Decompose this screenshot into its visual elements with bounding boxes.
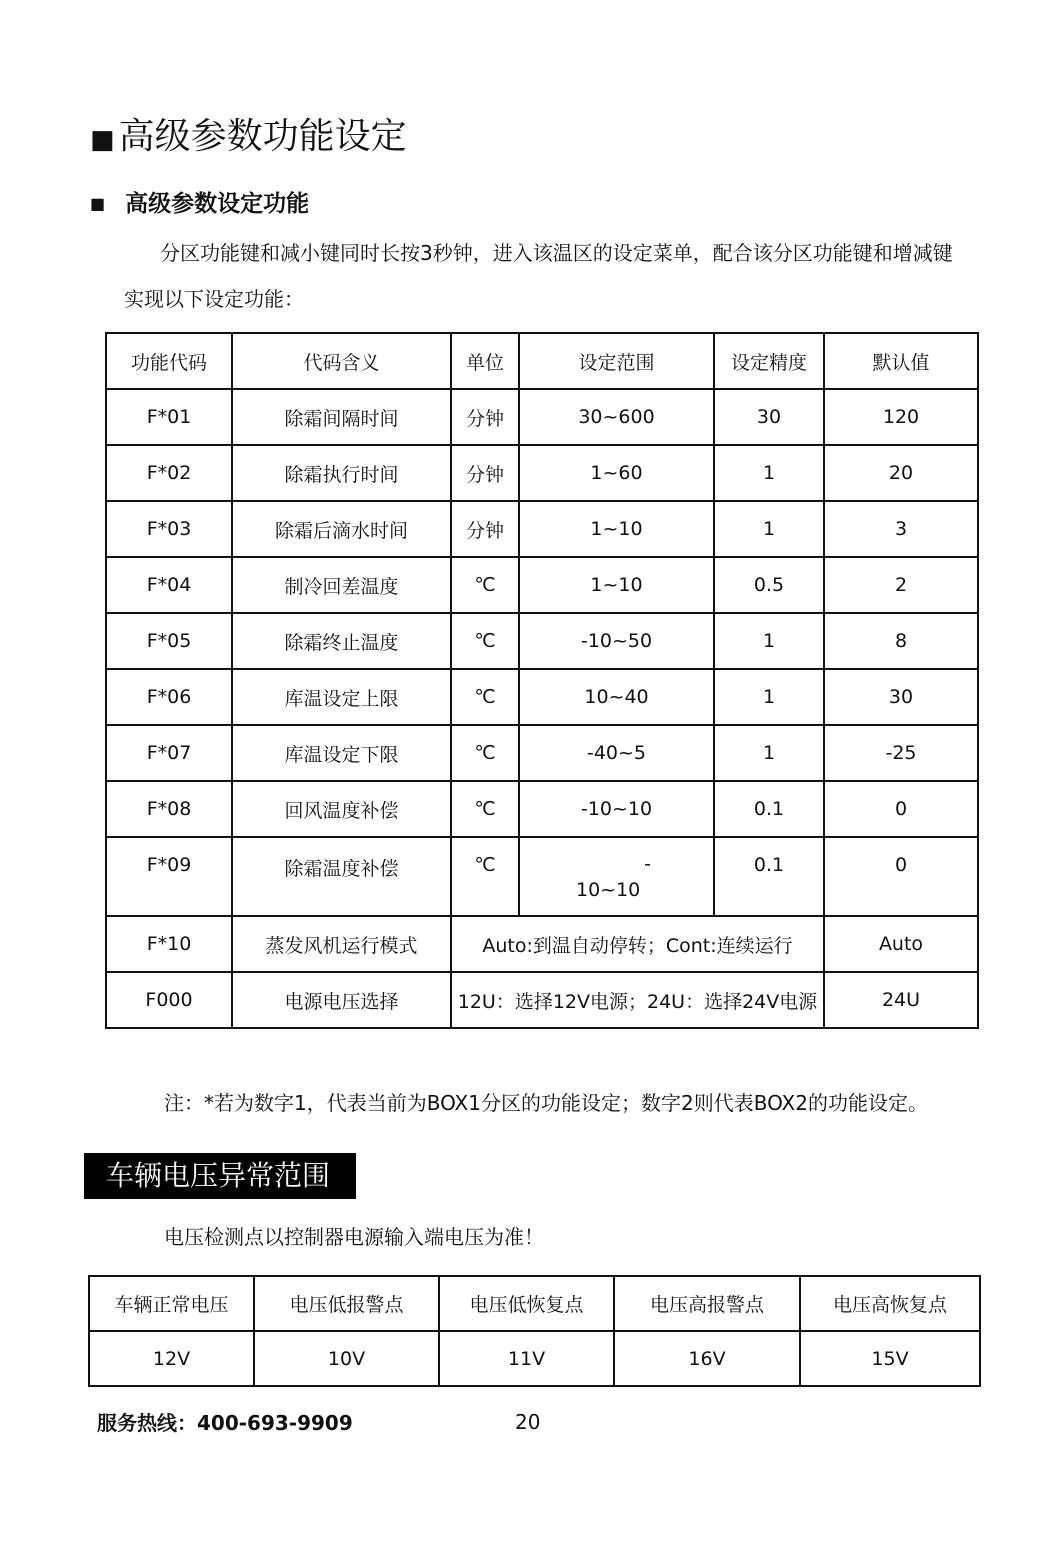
table-row [106,445,978,501]
table-row [89,1331,980,1386]
footnote: 注：*若为数字1，代表当前为BOX1分区的功能设定；数字2则代表BOX2的功能设定。 [164,1091,928,1115]
table-row [106,501,978,557]
table-cell: 库温设定下限 [232,725,451,781]
table-row [106,669,978,725]
header-cell: 设定精度 [714,333,824,389]
table-cell: 0.5 [714,557,824,613]
table-cell: F*08 [106,781,232,837]
table-cell: 1 [714,613,824,669]
table-cell: 库温设定上限 [232,669,451,725]
table-cell-merged: Auto:到温自动停转；Cont:连续运行 [451,916,824,972]
table-cell-merged: 12U：选择12V电源；24U：选择24V电源 [451,972,824,1028]
table-row [106,389,978,445]
header-cell: 功能代码 [106,333,232,389]
table-row [106,725,978,781]
table-cell: ℃ [451,557,519,613]
table-cell: 1 [714,725,824,781]
table-cell: 电源电压选择 [232,972,451,1028]
table-cell: 3 [824,501,978,557]
range-rest: 10~10 [576,878,641,901]
page-number: 20 [515,1410,541,1434]
table-cell: 回风温度补偿 [232,781,451,837]
section-heading-text: 高级参数设定功能 [125,191,310,217]
page-title-text: 高级参数功能设定 [118,116,407,157]
table-cell: 除霜间隔时间 [232,389,451,445]
header-cell: 车辆正常电压 [89,1276,254,1331]
table-header-row [106,333,978,389]
header-cell: 默认值 [824,333,978,389]
table-cell: 1 [714,501,824,557]
range-split [520,853,713,901]
table-row [106,972,978,1028]
table-cell: 除霜温度补偿 [232,837,451,916]
header-cell: 电压高报警点 [614,1276,800,1331]
table-cell: 蒸发风机运行模式 [232,916,451,972]
table-cell: 1 [714,445,824,501]
table-cell: 1 [714,669,824,725]
table-cell: ℃ [451,837,519,916]
table-cell: 15V [800,1331,980,1386]
table-cell: 1~60 [519,445,714,501]
table-cell: 0 [824,837,978,916]
table-cell: F*09 [106,837,232,916]
table-cell: 24U [824,972,978,1028]
table-cell: 30 [714,389,824,445]
header-cell: 设定范围 [519,333,714,389]
header-cell: 代码含义 [232,333,451,389]
table-cell: 1~10 [519,557,714,613]
table-row [106,557,978,613]
table-cell: 11V [439,1331,614,1386]
table-cell: 8 [824,613,978,669]
table-cell: F*01 [106,389,232,445]
table-cell: -25 [824,725,978,781]
table-cell: -10~50 [519,613,714,669]
section-heading [90,186,309,222]
table-cell: ℃ [451,781,519,837]
table-cell: 分钟 [451,389,519,445]
table-cell: 0 [824,781,978,837]
table-cell: F*05 [106,613,232,669]
voltage-section-banner: 车辆电压异常范围 [84,1153,356,1199]
parameter-table [105,332,979,1029]
table-cell-range [519,837,714,916]
table-cell: 0.1 [714,837,824,916]
table-cell: 30 [824,669,978,725]
table-cell: F000 [106,972,232,1028]
table-cell: Auto [824,916,978,972]
table-cell: 0.1 [714,781,824,837]
square-bullet-icon: ■ [90,125,115,155]
table-cell: F*07 [106,725,232,781]
square-bullet-icon: ■ [90,194,106,213]
table-cell: F*04 [106,557,232,613]
table-cell: F*06 [106,669,232,725]
header-cell: 单位 [451,333,519,389]
table-cell: F*02 [106,445,232,501]
table-cell: 分钟 [451,501,519,557]
intro-paragraph-line1: 分区功能键和减小键同时长按3秒钟，进入该温区的设定菜单，配合该分区功能键和增减键 [160,241,953,265]
table-cell: 除霜终止温度 [232,613,451,669]
table-cell: 分钟 [451,445,519,501]
header-cell: 电压低恢复点 [439,1276,614,1331]
table-cell: ℃ [451,725,519,781]
table-cell: ℃ [451,613,519,669]
table-cell: 除霜执行时间 [232,445,451,501]
table-cell: 120 [824,389,978,445]
table-row [106,781,978,837]
voltage-table [88,1275,981,1387]
intro-paragraph-line2: 实现以下设定功能： [124,287,304,311]
voltage-description: 电压检测点以控制器电源输入端电压为准！ [164,1225,544,1249]
table-cell: 除霜后滴水时间 [232,501,451,557]
table-cell: 制冷回差温度 [232,557,451,613]
range-dash: - [644,852,651,875]
table-cell: 20 [824,445,978,501]
table-cell: 30~600 [519,389,714,445]
table-header-row [89,1276,980,1331]
table-cell: 10~40 [519,669,714,725]
header-cell: 电压高恢复点 [800,1276,980,1331]
table-row [106,837,978,916]
table-cell: 12V [89,1331,254,1386]
table-cell: -10~10 [519,781,714,837]
service-hotline: 服务热线：400-693-9909 [97,1411,353,1435]
table-cell: 1~10 [519,501,714,557]
table-row [106,613,978,669]
table-cell: ℃ [451,669,519,725]
table-cell: 16V [614,1331,800,1386]
page-title [90,112,407,165]
table-cell: 2 [824,557,978,613]
table-row [106,916,978,972]
table-cell: F*10 [106,916,232,972]
table-cell: 10V [254,1331,439,1386]
table-cell: F*03 [106,501,232,557]
header-cell: 电压低报警点 [254,1276,439,1331]
table-cell: -40~5 [519,725,714,781]
